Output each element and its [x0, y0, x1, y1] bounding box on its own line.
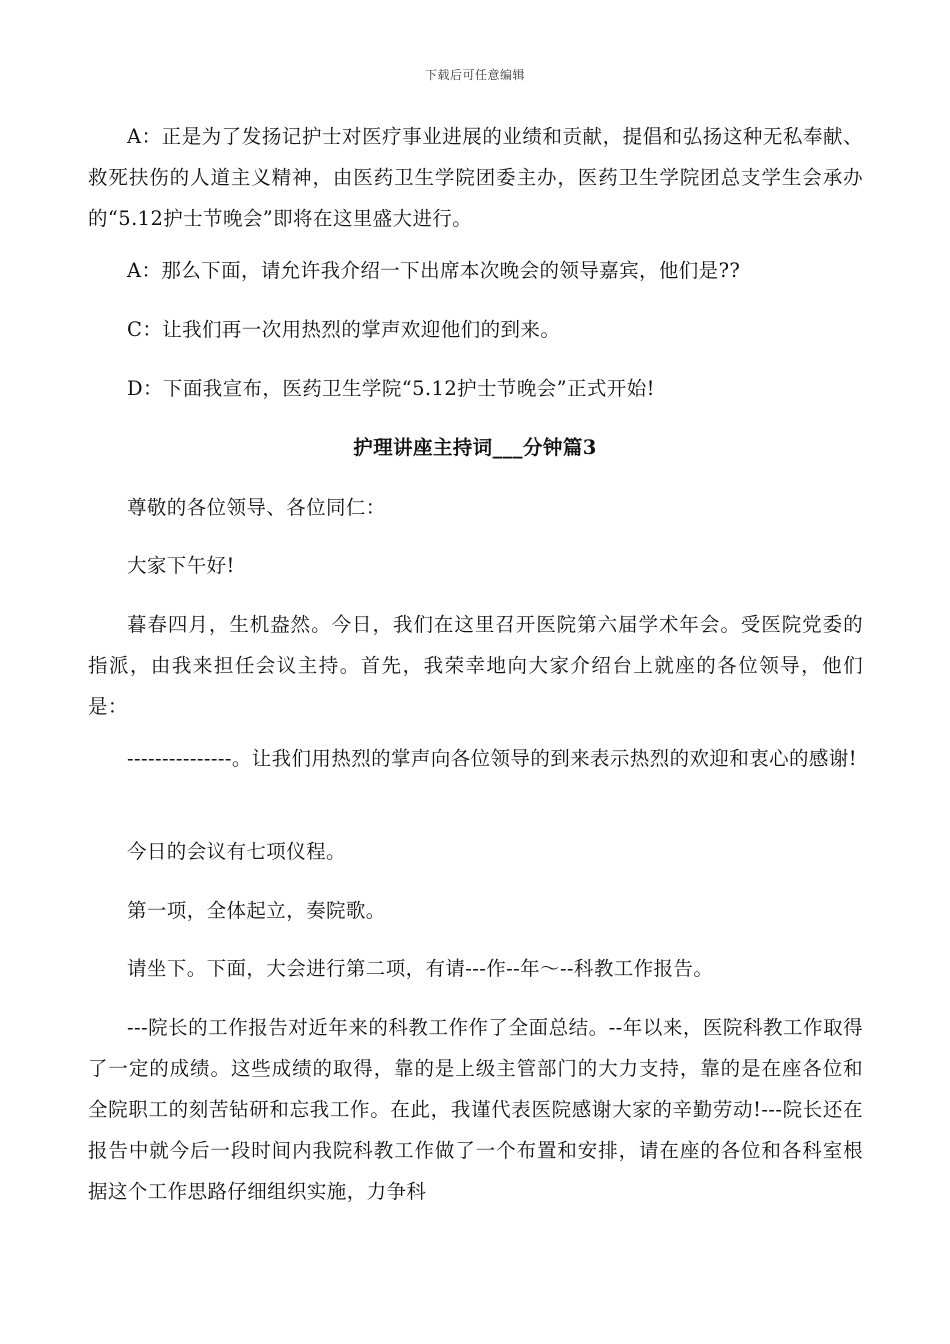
paragraph-host-c-welcome: C：让我们再一次用热烈的掌声欢迎他们的到来。 [127, 318, 561, 341]
paragraph-item-two: 请坐下。下面，大会进行第二项，有请---作--年～--科教工作报告。 [127, 957, 714, 980]
paragraph-applause: ---------------。让我们用热烈的掌声向各位领导的到来表示热烈的欢迎和衷心的感谢! [127, 747, 857, 770]
paragraph-host-a-intro: A：正是为了发扬记护士对医疗事业进展的业绩和贡献，提倡和弘扬这种无私奉献、救死扶伤的人道主义精神，由医药卫生学院团委主办，医药卫生学院团总支学生会承办的“5.12护士节晚会”即将在这里盛大进行。 [88, 125, 863, 230]
paragraph-report-summary: ---院长的工作报告对近年来的科教工作作了全面总结。--年以来，医院科教工作取得了一定的成绩。这些成绩的取得，靠的是上级主管部门的大力支持，靠的是在座各位和全院职工的刻苦钻研和忘我工作。在此，我谨代表医院感谢大家的辛勤劳动!---院长还在报告中就今后一段时间内我院科教工作做了一个布置和安排，请在座的各位和各科室根据这个工作思路仔细组织实施，力争科 [88, 1016, 863, 1203]
header-note: 下载后可任意编辑 [424, 68, 525, 82]
paragraph-host-a-guests: A：那么下面，请允许我介绍一下出席本次晚会的领导嘉宾，他们是?? [127, 259, 741, 282]
paragraph-item-one: 第一项，全体起立，奏院歌。 [127, 899, 386, 922]
paragraph-host-d-announce: D：下面我宣布，医药卫生学院“5.12护士节晚会”正式开始! [127, 377, 655, 400]
paragraph-salutation: 尊敬的各位领导、各位同仁： [127, 496, 386, 519]
paragraph-agenda: 今日的会议有七项仪程。 [127, 840, 346, 863]
paragraph-greeting: 大家下午好! [127, 554, 235, 577]
paragraph-opening: 暮春四月，生机盎然。今日，我们在这里召开医院第六届学术年会。受医院党委的指派，由我来担任会议主持。首先，我荣幸地向大家介绍台上就座的各位领导，他们是： [88, 613, 863, 718]
section-title: 护理讲座主持词___分钟篇3 [353, 436, 597, 459]
